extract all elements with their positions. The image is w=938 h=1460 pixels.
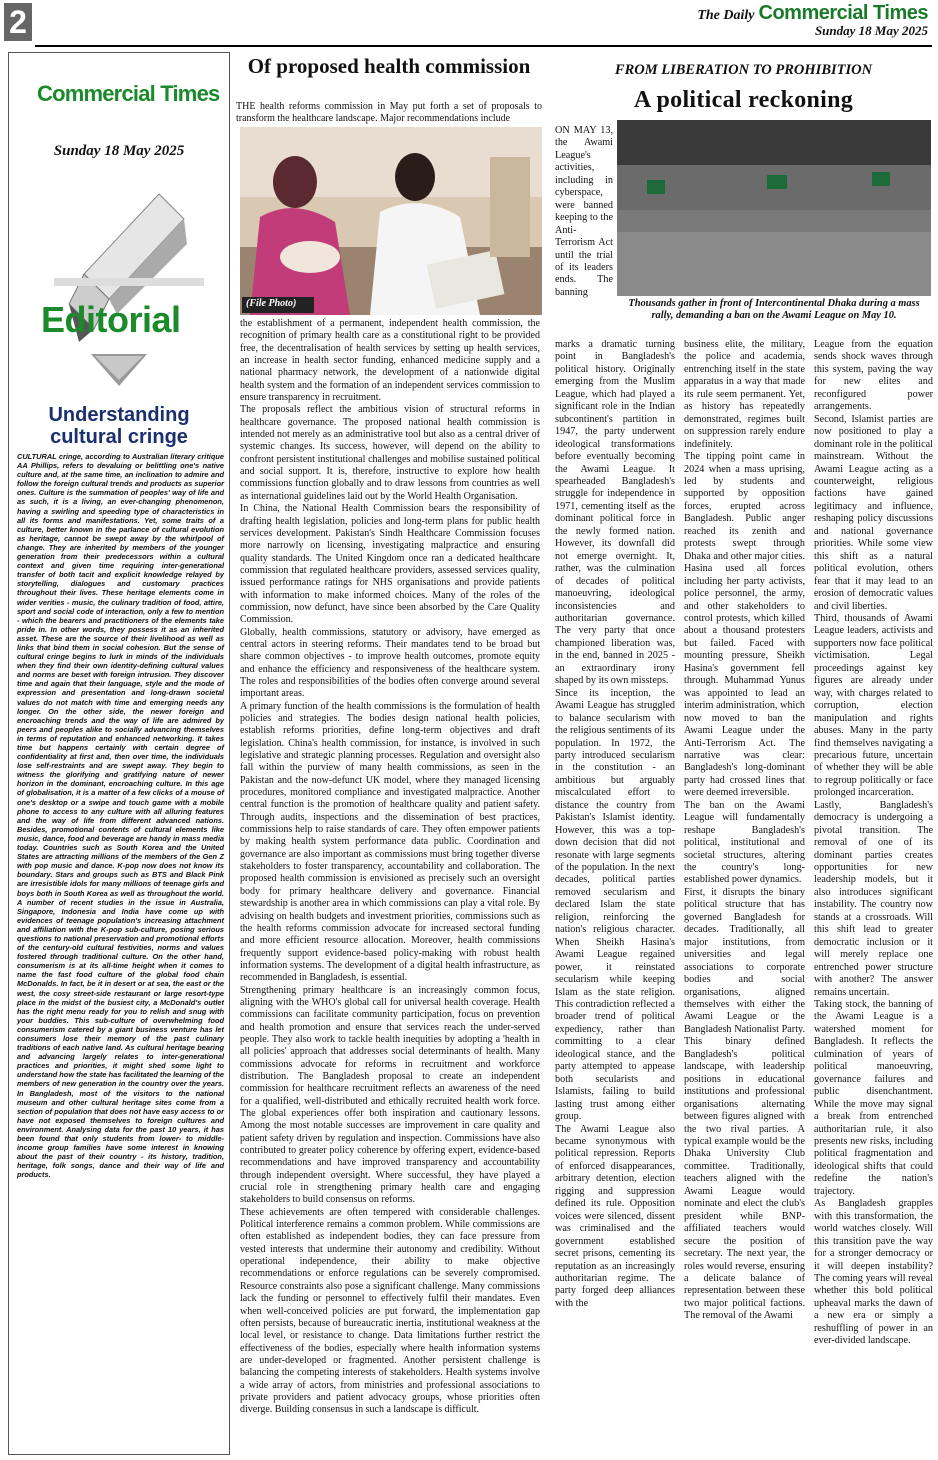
health-headline: Of proposed health commission bbox=[247, 54, 531, 78]
sidebar-logo: Commercial Times bbox=[37, 81, 220, 106]
health-paragraph: Strengthening primary healthcare is an increasingly common focus, aligning with the WHO's global call for universal health coverage. Health commissions can facilitate community participation, focus on prevention and health promotion and ensure that services reach the under-served people. They also work to tackle health inequities by adopting a 'health in all policies' approach that addresses social determinants of health. Many commissions advocate for reforms in recruitment and workforce distribution. The Bangladesh proposal to create an independent commission for healthcare recruitment reflects an awareness of the need for a qualified, well-distributed and ethically recruited health work force. The global experiences offer both inspiration and cautionary lessons. Among the most notable successes are improvement in care quality and patient safety driven by regulation and inspection. Commissions have also contributed to greater policy coherence by offering expert, evidence-based recommendations and have improved transparency and accountability through independent oversight. Where successful, they have played a crucial role in strengthening primary health care and engaging stakeholders to build consensus on reforms. bbox=[240, 984, 540, 1206]
political-paragraph: Taking stock, the banning of the Awami League is a watershed moment for Bangladesh. It reflects the culmination of years of political manoeuvring, governance failures and public disenchantment. While the move may signal a break from entrenched authoritarian rule, it also presents new risks, including political fragmentation and ideological shifts that could redefine the nation's trajectory. bbox=[814, 999, 933, 1197]
political-paragraph: Third, thousands of Awami League leaders, activists and supporters now face political victimisation. Legal proceedings against key figures are already under way, with charges related to corruption, election manipulation and rights abuses. Many in the party find themselves navigating a precarious future, uncertain of whether they will be able to regroup politically or face prolonged incarceration. bbox=[814, 612, 933, 799]
political-headline: A political reckoning bbox=[633, 87, 854, 113]
health-paragraph: A primary function of the health commissions is the formulation of health policies and strategies. The bodies design national health policies, establish reforms priorities, define long-term objectives and draft legislation. China's health commission, for instance, is involved in such legislative and strategic planning processes. Regulation and oversight also fall within the purview of many health commissions, as seen in the Pakistan and the now-defunct UK model, where they managed licensing procedures, monitored compliance and investigated malpractice. Another central function is the promotion of healthcare quality and patient safety. Through audits, inspections and the dissemination of best practices, commissions help to raise standards of care. They often empower patients by making health system performance data public. Coordination and governance are also important as commissions must bring together diverse stakeholders to foster transparency, accountability and collaboration. The proposed health commission is envisioned as precisely such an oversight body for primary healthcare delivery and governance. Financial stewardship is another area in which commissions can play a vital role. By advising on health budgets and investment priorities, commissions such as the health reforms commission advocate for increased sectoral funding and more efficient resource allocation. Moreover, health commissions frequently support evidence-based policy-making with robust health information systems. The development of a digital health infrastructure, as recommended in Bangladesh, is essential. bbox=[240, 700, 540, 984]
political-column-1 bbox=[555, 339, 675, 1449]
rally-photo bbox=[617, 120, 931, 296]
health-photo bbox=[240, 127, 542, 315]
page-number: 2 bbox=[4, 3, 32, 41]
health-paragraph: Globally, health commissions, statutory or advisory, have emerged as central actors in steering reforms. Their mandates tend to be broad but share common objectives - to improve health outcomes, promote equity and enhance the efficiency and responsiveness of the healthcare system. The roles and responsibilities of the bodies often converge around several important areas. bbox=[240, 626, 540, 700]
health-intro: THE health reforms commission in May put forth a set of proposals to transform the healthcare landscape. Major recommendations include bbox=[236, 101, 542, 125]
editorial-body: CULTURAL cringe, according to Australian literary critique AA Phillips, refers to devaluing or belittling one's native culture and, at the same time, an inclination to admire and follow the foreign cultural trends and products as superior ones. Culture is the summation of peoples' way of life and as such, it is a living, an ever-changing phenomenon, having a swirling and speeding type of characteristics in all its forms and manifestations. Yet, some traits of a culture, better known in the parlance of cultural evolution as heritage, cannot be swept away by the whirlpool of change. They are inherited by members of the younger generation from their predecessors within a cultural context and given time requiring inter-generational transfer of both tacit and explicit knowledge relayed by storytelling, dialogues and customary practices throughout their lives. These heritage elements come in wider verities - music, the culinary tradition of food, attire, sport and social code of interaction, only a few to mention - which the bearers and practitioners of the elements take pride in. In other words, they possess it as an inherited asset. These are the source of their livelihood as well as links that bind them in social cohesion. But the sense of cultural cringe begins to lurk in minds of the individuals when they find their own identity-defining cultural values and norms are beset with foreign intrusion. They discover time and again that their language, style and the mode of expression and presentation and long-drawn societal values do not match with time and emerging needs any longer. On the other side, the newer foreign and encroaching trends and the way of life are admired by peers and peoples alike to socially advancing themselves in terms of reputation and enhanced networking. It takes time but happens certainly with certain degree of confidentiality at first and, then over time, the individuals lose self-restraints and are swept away. They begin to witness the glorifying and gratifying nature of newer horizon in the dominant, encroaching culture. In this age of globalisation, it is a matter of a few clicks of a mouse of one's desktop or a swipe and touch game with a mobile phone to access to any culture with all alluring features and the way of life from different advanced nations. Besides, promotional contents of cultural elements like music, dance, food and beverage are handy in mass media today. Countries such as South Korea and the United States are attracting millions of the members of the Gen Z with pop music and dance. K-pop now does not know its boundary. Stars and groups such as BTS and Black Pink are irresistible idols for many millions of teenage girls and boys both in South Korea as well as throughout the world. A number of recent studies in the issue in Australia, Singapore, Indonesia and India have come up with evidences of teenage population's increasing attachment and affiliation with the K-pop sub-culture, posing serious questions to national preservation and promotional efforts of the century-old cultural festivities, norms and values fostered through traditional culture. On the other hand, consumerism is at its all-time height when it comes to name the fast food culture of the global food chain McDonalds. In fact, be it in desert or at sea, the east or the west, the cosy street-side restaurant or large resort-type place in the midst of the busiest city, a McDonald's outlet has the right menu ready for you to relish and snug with your buddies. This sub-culture of overwhelming food consumerism catered by a giant business venture has let consumers lose their memory of the past culinary traditions of each native land. As cultural heritage bearing and advancing largely relates to inter-generational practices and priorities, it might shed some light to understand how the state has facilitated the learning of the members of new generation in the country over the years. In Bangladesh, most of the visitors to the national museum and other cultural heritage sites come from a section of population that does not have easy access to or have not exposed themselves to foreign cultures and environment. Analysing data for the past 10 years, it has been found that only students from lower- to middle-income group families have some interest in knowing about the past of their country - its history, tradition, heritage, folk songs, dance and their way of life and products. bbox=[17, 452, 224, 1180]
political-paragraph: As Bangladesh grapples with this transformation, the world watches closely. Will this transition pave the way for a stronger democracy or it will deepen instability? The coming years will reveal whether this bold political upheaval marks the dawn of a new era or simply a reshuffling of power in an ever-divided landscape. bbox=[814, 1198, 933, 1347]
pen-illustration bbox=[9, 164, 229, 402]
sidebar-date: Sunday 18 May 2025 bbox=[53, 143, 185, 159]
political-paragraph: Since its inception, the Awami League has struggled to balance secularism with the religious sentiments of its population. In 1972, the party introduced secularism in the constitution - an ambitious but arguably miscalculated effort to distance the country from Pakistan's Islamist identity. However, this was a top-down decision that did not resonate with large segments of the population. In the next decades, political parties removed secularism and declared Islam the state religion, reinforcing the nation's religious character. When Sheikh Hasina's Awami League regained power, it reinstated secularism while keeping Islam as the state religion. This contradiction reflected a broader trend of political expediency, rather than committing to a clear ideological stance, and the party attempted to appease both secularists and Islamists, failing to build lasting trust among either group. bbox=[555, 687, 675, 1123]
health-paragraph: These achievements are often tempered with considerable challenges. Political interference remains a common problem. While commissions are often established as independent bodies, they can face pressure from vested interests that undermine their autonomy and credibility. Without operational independence, their ability to make objective recommendations or enforce regulations can be severely compromised. Resource constraints also pose a significant challenge. Many commissions lack the funding or personnel to effectively fulfil their mandates. Even when well-conceived policies are put forward, the implementation gap often persists, because of bureaucratic inertia, institutional weakness at the local level, or resistance to change. Data limitations further restrict the effectiveness of the bodies, especially where health information systems are under-developed or fragmented. Another persistent challenge is balancing the competing interests of stakeholders. Health systems involve a wide array of actors, from ministries and professional associations to private providers and patient advocacy groups, whose priorities often diverge. Building consensus in such a landscape is difficult. bbox=[240, 1206, 540, 1416]
political-paragraph: League from the equation sends shock waves through this system, paving the way for new elites and reconfigured power arrangements. bbox=[814, 339, 933, 413]
masthead-title: Commercial Times bbox=[758, 2, 928, 24]
political-paragraph: business elite, the military, the police and academia, entrenching itself in the state apparatus in a way that made its rule seem permanent. Yet, as history has repeatedly demonstrated, regimes built on suppression rarely endure indefinitely. bbox=[684, 339, 805, 450]
political-paragraph: The Awami League also became synonymous with political repression. Reports of enforced disappearances, arbitrary detention, election rigging and suppression defined its rule. Opposition voices were silenced, dissent was criminalised and the government established secret prisons, cementing its reputation as an increasingly authoritarian regime. The party forged deep alliances with the bbox=[555, 1123, 675, 1309]
political-lead: ON MAY 13, the Awami League's activities, including in cyberspace, were banned keeping to the Anti-Terrorism Act until the trial of its leaders ends. The banning bbox=[555, 125, 613, 298]
editorial-headline: Understanding cultural cringe bbox=[48, 404, 190, 448]
masthead-the-daily: The Daily bbox=[697, 8, 755, 23]
political-paragraph: marks a dramatic turning point in Bangladesh's political history. Originally emerging from the Muslim League, which had played a significant role in the Indian subcontinent's partition in 1947, the party underwent ideological transformations before eventually becoming the Awami League. It spearheaded Bangladesh's struggle for independence in 1971, cementing itself as the dominant political force in the newly formed nation. However, its downfall did not emerge overnight. It, rather, was the culmination of decades of political manoeuvring, ideological inconsistencies and authoritarian governance. The very party that once championed liberation was, in the end, banned in 2025 - an extraordinary irony shaped by its own missteps. bbox=[555, 339, 675, 687]
political-column-3 bbox=[814, 339, 933, 1449]
rally-caption: Thousands gather in front of Intercontinental Dhaka during a mass rally, demanding a ban on the Awami League on May 10. bbox=[628, 298, 920, 322]
political-paragraph: The ban on the Awami League will fundamentally reshape Bangladesh's political, institutional and societal structures, altering the country's long-established power dynamics. bbox=[684, 799, 805, 886]
photo-label: (File Photo) bbox=[246, 298, 297, 309]
header-rule bbox=[35, 45, 932, 47]
fountain-pen-icon bbox=[9, 164, 229, 402]
political-paragraph: Lastly, Bangladesh's democracy is undergoing a pivotal transition. The removal of one of its dominant parties creates opportunities for new leadership models, but it also introduces significant instability. The country now stands at a crossroads. Will this shift lead to greater democratic inclusion or it will merely replace one entrenched power structure with another? The answer remains uncertain. bbox=[814, 799, 933, 998]
health-paragraph: The proposals reflect the ambitious vision of structural reforms in healthcare governance. The proposed national health commission is intended not merely as an administrative tool but also as a central driver of systemic changes. Its success, however, will depend on the ability to confront persistent institutional challenges and mobilise sustained political and social support. It is, therefore, instructive to explore how health commissions function globally and to draw lessons from countries as well as international guidelines laid out by the World Health Organisation. bbox=[240, 404, 540, 502]
health-paragraph: In China, the National Health Commission bears the responsibility of drafting health legislation, policies and long-term plans for public health services development. Pakistan's Sindh Healthcare Commission focuses more narrowly on licensing, investigating malpractice and ensuring quality standards. The United Kingdom once ran a dedicated healthcare commission that regulated healthcare providers, assessed services quality, issued performance ratings for NHS organisations and provide patients with information to make informed choices. Many of the roles of the commission, now defunct, have since been absorbed by the Care Quality Commission. bbox=[240, 503, 540, 626]
masthead bbox=[697, 2, 928, 39]
political-paragraph: First, it disrupts the binary political structure that has governed Bangladesh for decades. Traditionally, all major institutions, from universities and legal associations to corporate bodies and social organisations, aligned themselves with either the Awami League or the Bangladesh Nationalist Party. This binary defined Bangladesh's political landscape, with leadership positions in educational institutions and professional organisations alternating between figures aligned with the two rival parties. A typical example would be the Dhaka University Club committee. Traditionally, teachers aligned with the Awami League would nominate and elect the club's president while BNP-affiliated teachers would secure the position of secretary. The next year, the roles would reverse, ensuring a delicate balance of representation between these two major political factions. The removal of the Awami bbox=[684, 886, 805, 1322]
editorial-sidebar bbox=[8, 52, 230, 1455]
masthead-date: Sunday 18 May 2025 bbox=[814, 23, 928, 38]
section-editorial: Editorial bbox=[41, 299, 181, 340]
political-column-2 bbox=[684, 339, 805, 1449]
political-paragraph: The tipping point came in 2024 when a mass uprising, led by students and supported by opposition forces, erupted across Bangladesh. Public anger reached its zenith and protests swept through Dhaka and other major cities. Hasina used all forces including her party activists, police personnel, the army, and other stakeholders to control protests, which killed about a thousand protesters but failed. Faced with mounting pressure, Sheikh Hasina's government fell through. Muhammad Yunus was appointed to lead an interim administration, which now moved to ban the Awami League under the Anti-Terrorism Act. The narrative was clear: Bangladesh's long-dominant party had crossed lines that were deemed irreversible. bbox=[684, 451, 805, 799]
health-body bbox=[240, 318, 540, 1417]
political-kicker: FROM LIBERATION TO PROHIBITION bbox=[614, 62, 873, 78]
political-paragraph: Second, Islamist parties are now positioned to play a dominant role in the political mainstream. Without the Awami League acting as a counterweight, religious factions have gained legitimacy and influence, reshaping policy discussions and national governance priorities. While some view this shift as a natural political evolution, others fear that it may lead to an erosion of democratic values and civil liberties. bbox=[814, 413, 933, 612]
health-paragraph: the establishment of a permanent, independent health commission, the recognition of primary health care as a constitutional right to be provided free, the decentralisation of health services by setting up health services, an increase in health sector funding, enhanced medicine supply and a national pharmacy network, the development of a nationwide digital health system and the formation of an independent services commission to ensure transparency in recruitment. bbox=[240, 318, 540, 404]
